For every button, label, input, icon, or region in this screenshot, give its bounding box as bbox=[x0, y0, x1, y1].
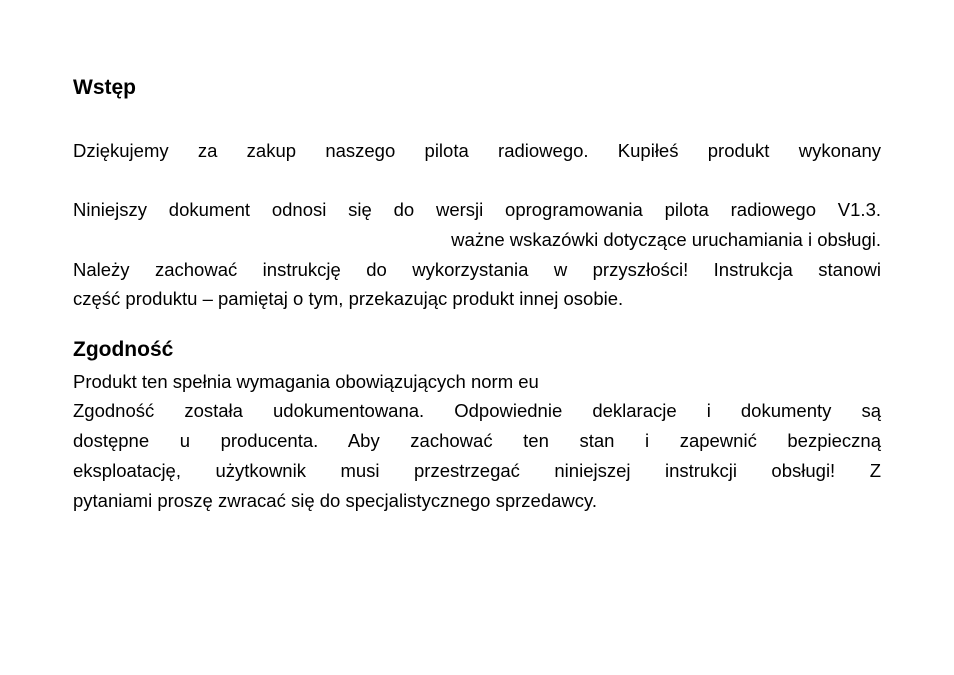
intro-heading: Wstęp bbox=[73, 76, 136, 99]
conformity-line-4: eksploatację, użytkownik musi przestrzegać niniejszej instrukcji obsługi! Z bbox=[73, 460, 881, 481]
conformity-line-1: Produkt ten spełnia wymagania obowiązujących norm eu bbox=[73, 371, 539, 392]
intro-paragraph-2-line-2: ważne wskazówki dotyczące uruchamiania i obsługi. bbox=[451, 229, 881, 250]
conformity-heading: Zgodność bbox=[73, 338, 174, 361]
intro-paragraph-2-line-1: Niniejszy dokument odnosi się do wersji oprogramowania pilota radiowego V1.3. bbox=[73, 199, 881, 220]
conformity-line-3: dostępne u producenta. Aby zachować ten stan i zapewnić bezpieczną bbox=[73, 430, 881, 451]
intro-paragraph-2-line-3: Należy zachować instrukcję do wykorzystania w przyszłości! Instrukcja stanowi bbox=[73, 259, 881, 280]
intro-paragraph-1-line-1: Dziękujemy za zakup naszego pilota radiowego. Kupiłeś produkt wykonany bbox=[73, 140, 881, 161]
conformity-line-5: pytaniami proszę zwracać się do specjalistycznego sprzedawcy. bbox=[73, 490, 598, 511]
conformity-line-2: Zgodność została udokumentowana. Odpowiednie deklaracje i dokumenty są bbox=[73, 400, 881, 421]
intro-paragraph-2-line-4: część produktu – pamiętaj o tym, przekazując produkt innej osobie. bbox=[73, 288, 624, 309]
